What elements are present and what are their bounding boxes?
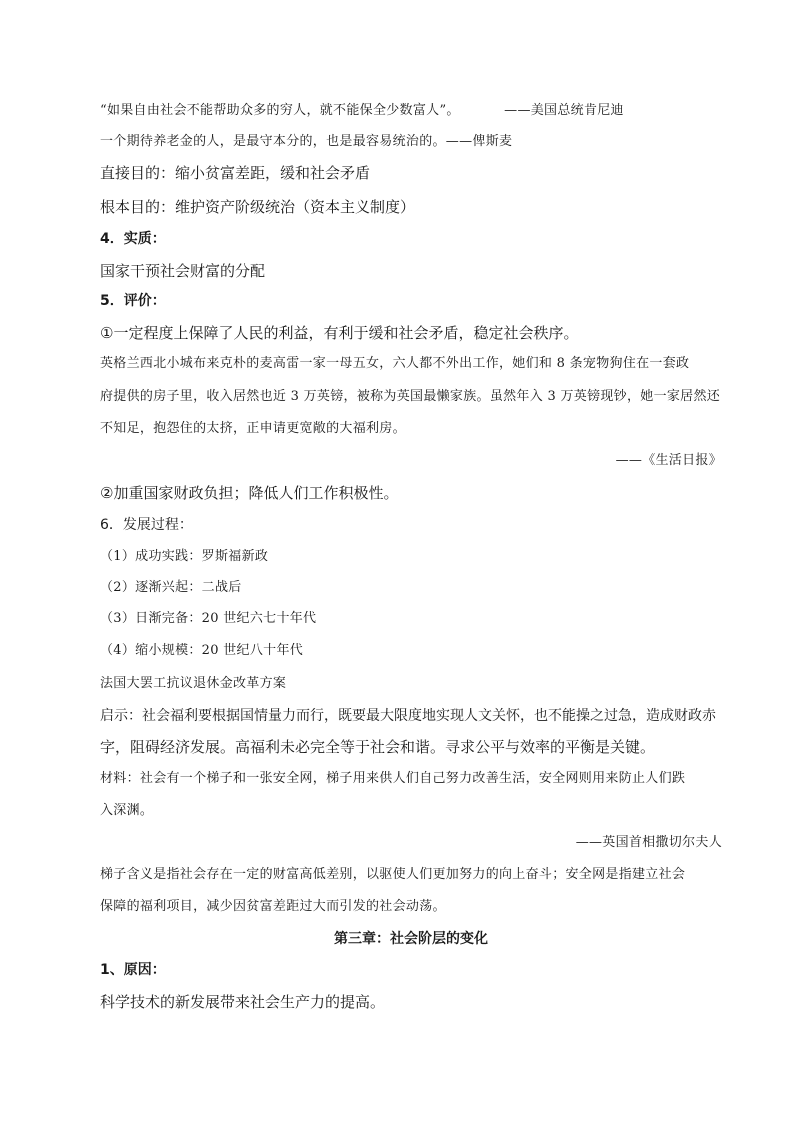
material-line-1: 材料：社会有一个梯子和一张安全网，梯子用来供人们自己努力改善生活，安全网则用来防止人们跌 [100,771,686,786]
essence-heading: 4．实质： [100,231,166,247]
evaluation-point-1: ①一定程度上保障了人民的利益，有利于缓和社会矛盾，稳定社会秩序。 [100,324,579,342]
inspiration-line-1: 启示：社会福利要根据国情量力而行，既要最大限度地实现人文关怀，也不能操之过急，造成财政赤 [100,708,716,724]
development-stage-2: （2）逐渐兴起：二战后 [100,580,242,595]
evaluation-heading: 5．评价： [100,293,166,309]
reason-text: 科学技术的新发展带来社会生产力的提高。 [100,993,386,1011]
root-purpose: 根本目的：维护资产阶级统治（资本主义制度） [100,198,416,216]
development-stage-3: （3）日渐完备：20 世纪六七十年代 [100,611,317,626]
direct-purpose: 直接目的：缩小贫富差距，缓和社会矛盾 [100,164,371,182]
quote-kennedy-source: ——美国总统肯尼迪 [504,103,624,118]
ladder-line-2: 保障的福利项目，减少因贫富差距过大而引发的社会动荡。 [100,899,446,914]
case-line-3: 不知足，抱怨住的太挤，正申请更宽敞的大福利房。 [100,421,406,436]
material-source: ——英国首相撒切尔夫人 [575,835,722,850]
chapter3-title: 第三章：社会阶层的变化 [334,931,488,947]
inspiration-line-2: 字，阻碍经济发展。高福利未必完全等于社会和谐。寻求公平与效率的平衡是关键。 [100,738,656,756]
case-line-1: 英格兰西北小城布来克朴的麦高雷一家一母五女，六人都不外出工作，她们和 8 条宠物狗住在一套政 [100,356,690,371]
quote-kennedy [100,104,722,117]
material-line-2: 入深渊。 [100,803,154,818]
france-strike-note: 法国大罢工抗议退休金改革方案 [100,676,287,691]
development-stage-4: （4）缩小规模：20 世纪八十年代 [100,643,304,658]
development-stage-1: （1）成功实践：罗斯福新政 [100,549,269,564]
ladder-line-1: 梯子含义是指社会存在一定的财富高低差别，以驱使人们更加努力的向上奋斗；安全网是指建立社会 [100,867,686,882]
quote-kennedy-text: “如果自由社会不能帮助众多的穷人，就不能保全少数富人”。 [100,103,460,118]
case-line-2: 府提供的房子里，收入居然也近 3 万英镑，被称为英国最懒家族。虽然年入 3 万英镑现钞，她一家居然还 [100,389,721,404]
essence-text: 国家干预社会财富的分配 [100,262,266,280]
evaluation-point-2: ②加重国家财政负担；降低人们工作积极性。 [100,484,399,502]
case-source: ——《生活日报》 [615,453,722,468]
quote-bismarck: 一个期待养老金的人，是最守本分的，也是最容易统治的。——俾斯麦 [100,134,513,149]
development-heading: 6．发展过程： [100,517,193,533]
reason-heading: 1、原因： [100,962,166,978]
